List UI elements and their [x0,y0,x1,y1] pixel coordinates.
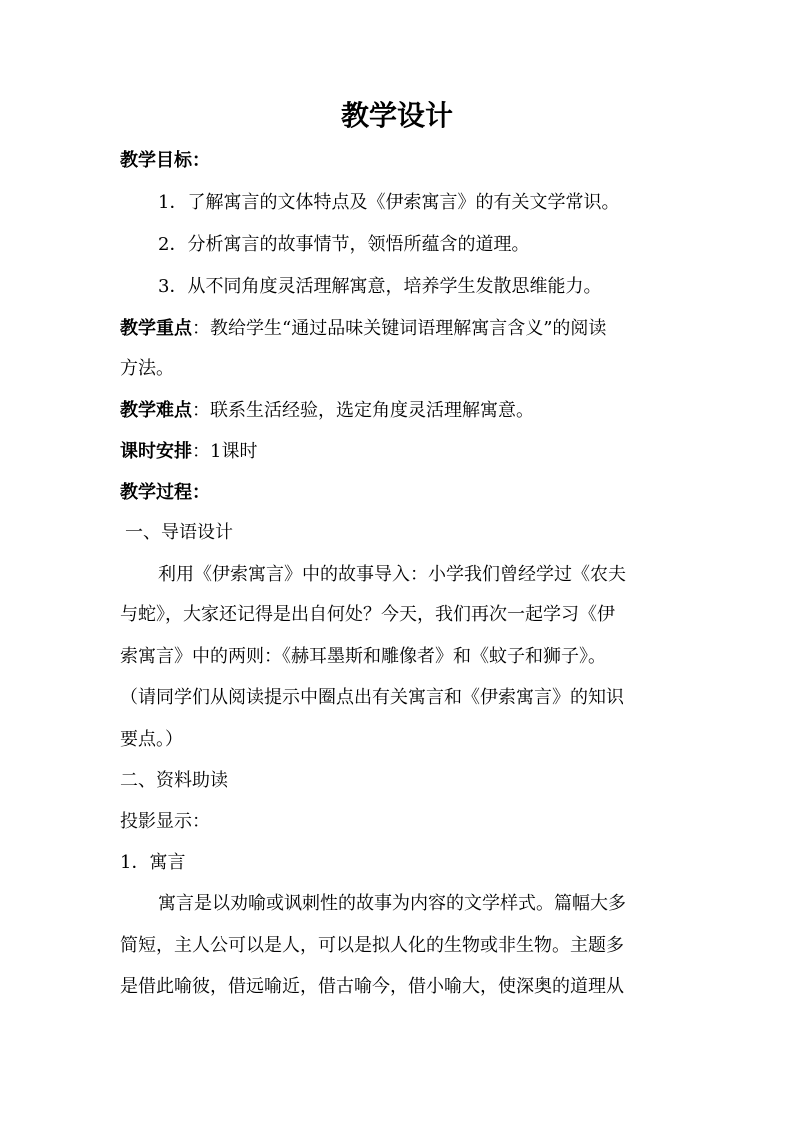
schedule-line [120,438,257,466]
difficulty-label: 教学难点 [120,400,192,421]
objective-item-3: 3．从不同角度灵活理解寓意，培养学生发散思维能力。 [158,276,602,297]
schedule-label: 课时安排 [120,441,192,462]
section-1-heading: 一、导语设计 [125,522,233,543]
section-1-line-5: 要点。） [120,729,183,750]
document-title: 教学设计 [340,99,453,132]
difficulty-text: ：联系生活经验，选定角度灵活理解寓意。 [192,400,534,421]
key-point-line-2: 方法。 [120,358,174,379]
key-point-label: 教学重点 [120,318,192,339]
section-1-line-4: （请同学们从阅读提示中圈点出有关寓言和《伊索寓言》的知识 [120,687,624,708]
objective-item-1: 1．了解寓言的文体特点及《伊索寓言》的有关文学常识。 [158,192,620,213]
projection-label: 投影显示： [120,811,210,832]
key-point-line-1 [120,315,606,343]
item-1-line-3: 是借此喻彼，借远喻近，借古喻今，借小喻大，使深奥的道理从 [120,976,624,997]
objectives-heading: 教学目标： [120,150,210,171]
section-2-heading: 二、资料助读 [120,770,228,791]
item-1-heading: 1．寓言 [120,852,186,873]
key-point-text: ：教给学生“通过品味关键词语理解寓言含义”的阅读 [192,318,607,339]
section-1-line-2: 与蛇》，大家还记得是出自何处？今天，我们再次一起学习《伊 [120,604,615,625]
section-1-line-3: 索寓言》中的两则：《赫耳墨斯和雕像者》和《蚊子和狮子》。 [120,646,606,667]
difficulty-line [120,397,534,425]
item-1-line-2: 简短，主人公可以是人，可以是拟人化的生物或非生物。主题多 [120,935,624,956]
schedule-text: ：1课时 [192,441,258,462]
process-heading: 教学过程： [120,482,210,503]
objective-item-2: 2．分析寓言的故事情节，领悟所蕴含的道理。 [158,234,530,255]
item-1-line-1: 寓言是以劝喻或讽刺性的故事为内容的文学样式。篇幅大多 [158,893,626,914]
section-1-line-1: 利用《伊索寓言》中的故事导入：小学我们曾经学过《农夫 [158,564,626,585]
